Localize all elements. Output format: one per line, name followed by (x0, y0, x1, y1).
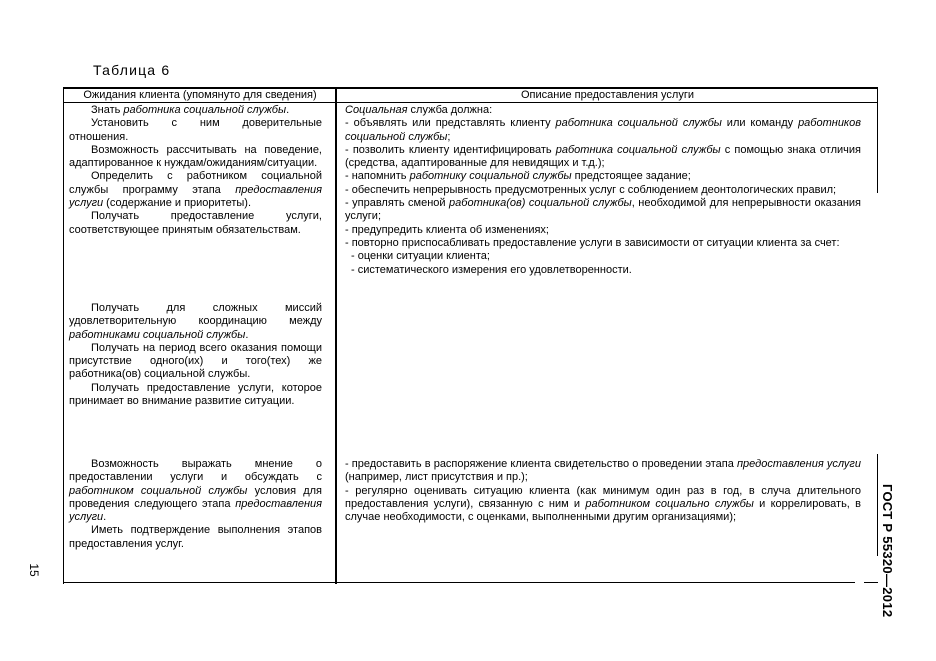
left-block-1 (69, 104, 322, 237)
table-header (64, 89, 878, 103)
left-p1: Знать работника социальной службы. (91, 104, 290, 116)
right-border-lower (877, 454, 878, 556)
right-r9: - оценки ситуации клиента; (351, 250, 490, 263)
right-r1: Социальная служба должна: (345, 104, 493, 116)
header-client-expectations: Ожидания клиента (упомянуто для сведения) (83, 89, 317, 101)
right-r5: - обеспечить непрерывность предусмотренных услуг с соблюдением деонтологических правил; (345, 183, 837, 196)
left-block-2 (69, 302, 322, 408)
right-r6: - управлять сменой работника(ов) социальной службы, необходимой для непрерывности оказания услуги; (345, 197, 862, 223)
header-service-description: Описание предоставления услуги (521, 89, 694, 101)
left-p7: Получать на период всего оказания помощи присутствие одного(их) и того(тех) же работника(ов) социальной службы. (69, 341, 322, 381)
right-r8: - повторно приспосабливать предоставление услуги в зависимости от ситуации клиента за счет: (345, 236, 840, 249)
bottom-border-right (864, 582, 878, 583)
left-block-3 (69, 458, 322, 551)
right-r3: - позволить клиенту идентифицировать работника социальной службы с помощью знака отличия (средства, адаптированные для невидящих и т.д.); (345, 143, 861, 170)
table-6 (63, 87, 878, 584)
right-r12: - регулярно оценивать ситуацию клиента (как минимум один раз в год, в случа длительного предоставления услуги), связанную с ним и работником социально службы и коррелировать, в случае необходимости, с оценками, выполненными другим организациями); (345, 484, 861, 524)
left-p8: Получать предоставление услуги, которое принимает во внимание развитие ситуации. (69, 381, 322, 408)
right-block-1 (345, 104, 861, 277)
left-p4: Определить с работником социальной службы программу этапа предоставления услуги (содержание и приоритеты). (69, 170, 322, 210)
right-r10: - систематического измерения его удовлетворенности. (351, 263, 632, 276)
right-block-2 (345, 458, 861, 524)
bottom-border (64, 582, 855, 583)
left-p5: Получать предоставление услуги, соответствующее принятым обязательствам. (69, 210, 322, 236)
right-r4: - напомнить работнику социальной службы предстоящее задание; (345, 170, 691, 183)
left-p9: Возможность выражать мнение о предоставлении услуги и обсуждать с работником социальной службы условия для проведения следующего этапа предоставления услуги. (69, 458, 322, 524)
standard-designation: ГОСТ Р 55320—2012 (880, 484, 895, 618)
right-r7: - предупредить клиента об изменениях; (345, 223, 549, 236)
table-caption: Таблица 6 (93, 62, 171, 78)
right-border (877, 89, 878, 193)
page-number: 15 (27, 563, 41, 577)
right-r2: - объявлять или представлять клиенту работника социальной службы или команду работников социальной службы; (345, 117, 861, 143)
left-p6: Получать для сложных миссий удовлетворительную координацию между работниками социальной службы. (69, 302, 322, 341)
right-r11: - предоставить в распоряжение клиента свидетельство о проведении этапа предоставления услуги (например, лист присутствия и пр.); (345, 458, 861, 484)
left-p2: Установить с ним доверительные отношения. (69, 117, 322, 143)
left-p10: Иметь подтверждение выполнения этапов предоставления услуг. (69, 524, 322, 550)
left-p3: Возможность рассчитывать на поведение, адаптированное к нуждам/ожиданиям/ситуации. (69, 143, 322, 170)
column-divider (335, 89, 337, 584)
